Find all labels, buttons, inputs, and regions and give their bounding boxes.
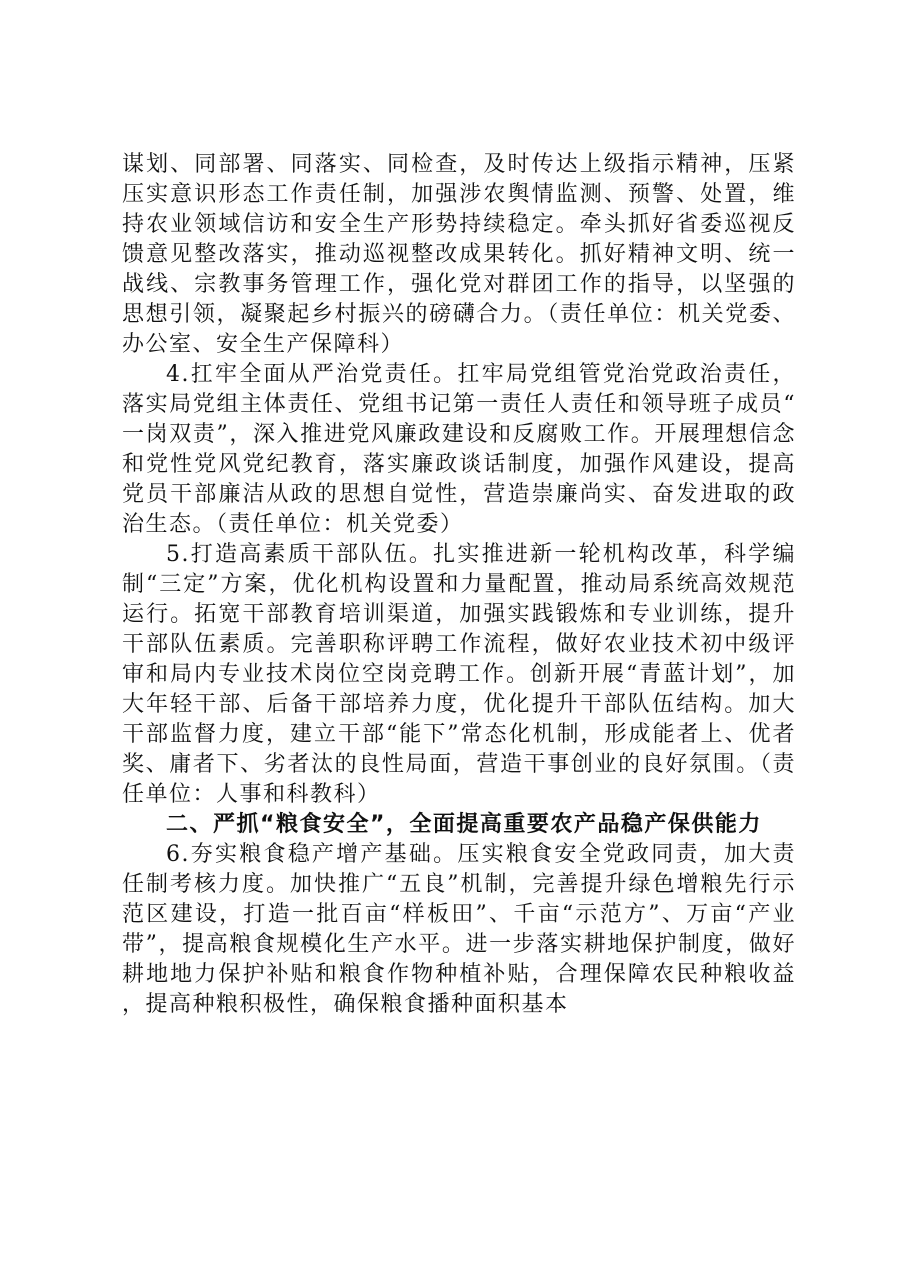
document-body — [122, 150, 796, 1020]
paragraph-item-5: 5.打造高素质干部队伍。扎实推进新一轮机构改革，科学编制“三定”方案，优化机构设置和力量配置，推动局系统高效规范运行。拓宽干部教育培训渠道，加强实践锻炼和专业训练，提升干部队伍素质。完善职称评聘工作流程，做好农业技术初中级评审和局内专业技术岗位空岗竞聘工作。创新开展“青蓝计划”，加大年轻干部、后备干部培养力度，优化提升干部队伍结构。加大干部监督力度，建立干部“能下”常态化机制，形成能者上、优者奖、庸者下、劣者汰的良性局面，营造干事创业的良好氛围。（责任单位：人事和科教科） — [122, 542, 796, 807]
paragraph-item-4: 4.扛牢全面从严治党责任。扛牢局党组管党治党政治责任，落实局党组主体责任、党组书记第一责任人责任和领导班子成员“一岗双责”，深入推进党风廉政建设和反腐败工作。开展理想信念和党性党风党纪教育，落实廉政谈话制度，加强作风建设，提高党员干部廉洁从政的思想自觉性，营造崇廉尚实、奋发进取的政治生态。（责任单位：机关党委） — [122, 362, 796, 537]
paragraph-item-6: 6.夯实粮食稳产增产基础。压实粮食安全党政同责，加大责任制考核力度。加快推广“五良”机制，完善提升绿色增粮先行示范区建设，打造一批百亩“样板田”、千亩“示范方”、万亩“产业带”，提高粮食规模化生产水平。进一步落实耕地保护制度，做好耕地地力保护补贴和粮食作物种植补贴，合理保障农民种粮收益，提高种粮积极性，确保粮食播种面积基本 — [122, 842, 796, 1017]
section-heading-2: 二、严抓“粮食安全”，全面提高重要农产品稳产保供能力 — [166, 812, 762, 837]
paragraph-continuation: 谋划、同部署、同落实、同检查，及时传达上级指示精神，压紧压实意识形态工作责任制，加强涉农舆情监测、预警、处置，维持农业领域信访和安全生产形势持续稳定。牵头抓好省委巡视反馈意见整改落实，推动巡视整改成果转化。抓好精神文明、统一战线、宗教事务管理工作，强化党对群团工作的指导，以坚强的思想引领，凝聚起乡村振兴的磅礴合力。（责任单位：机关党委、办公室、安全生产保障科） — [122, 152, 796, 357]
